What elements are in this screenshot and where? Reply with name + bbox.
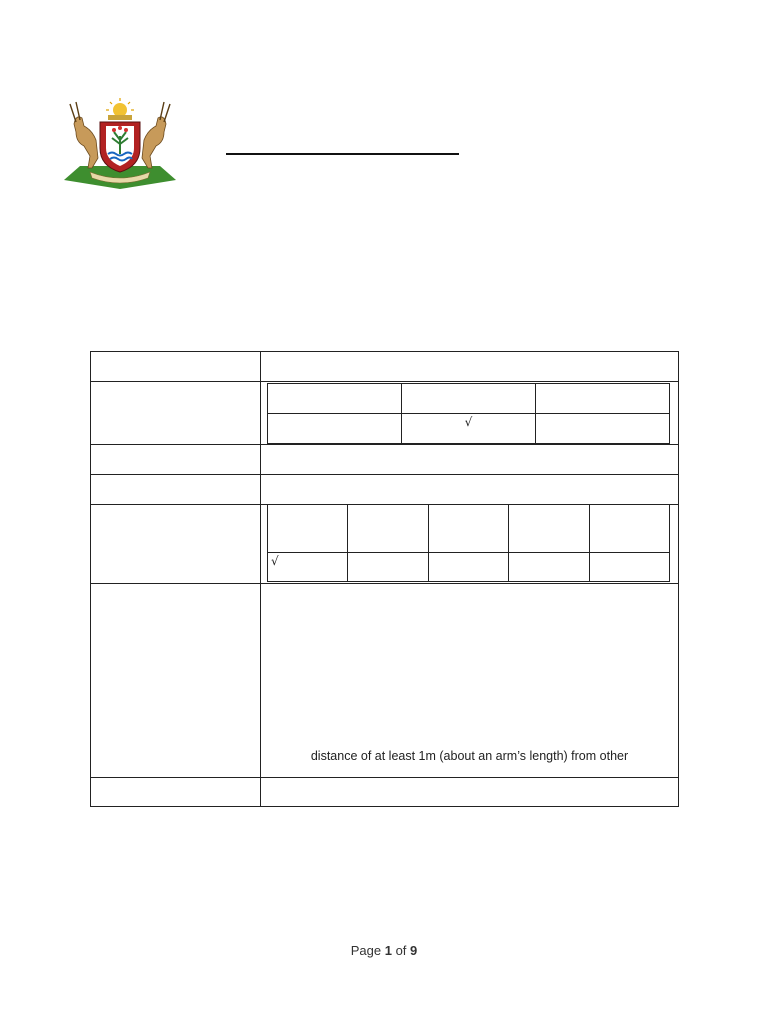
- option-check: [589, 553, 669, 582]
- option-check: [268, 414, 402, 444]
- option-header: [348, 505, 428, 553]
- option-check: [348, 553, 428, 582]
- label-cell: [91, 475, 261, 505]
- table-row: [91, 352, 679, 382]
- option-header: [428, 505, 508, 553]
- table-row: [91, 445, 679, 475]
- option-check: [509, 553, 589, 582]
- page-current: 1: [384, 943, 392, 958]
- title-underline: [226, 153, 459, 155]
- value-cell: [261, 584, 679, 778]
- table-row: [91, 475, 679, 505]
- value-cell: [261, 475, 679, 505]
- form-table: [90, 351, 679, 807]
- checkmark: √: [464, 415, 473, 429]
- option-header: [268, 384, 402, 414]
- option-check: [536, 414, 670, 444]
- label-cell: [91, 445, 261, 475]
- value-cell: [261, 382, 679, 445]
- option-header: [402, 384, 536, 414]
- value-cell: [261, 505, 679, 584]
- option-header: [509, 505, 589, 553]
- option-check: [268, 553, 348, 582]
- label-cell: [91, 382, 261, 445]
- option-grid-3: [267, 383, 670, 444]
- label-cell: [91, 505, 261, 584]
- coat-of-arms-icon: [62, 96, 178, 192]
- value-cell: [261, 778, 679, 807]
- page-prefix: Page: [350, 943, 382, 958]
- table-row: [91, 382, 679, 445]
- value-cell: [261, 445, 679, 475]
- value-cell: [261, 352, 679, 382]
- page-of: of: [395, 943, 407, 958]
- table-row: [91, 505, 679, 584]
- option-check: [402, 414, 536, 444]
- checkmark: √: [271, 554, 279, 568]
- table-row: [91, 778, 679, 807]
- label-cell: [91, 352, 261, 382]
- option-grid-5: [267, 505, 670, 582]
- instruction-text: distance of at least 1m (about an arm’s length) from other: [310, 749, 629, 763]
- option-header: [268, 505, 348, 553]
- page-number: [0, 943, 768, 958]
- option-header: [536, 384, 670, 414]
- page-total: 9: [410, 943, 418, 958]
- label-cell: [91, 778, 261, 807]
- option-check: [428, 553, 508, 582]
- table-row: [91, 584, 679, 778]
- label-cell: [91, 584, 261, 778]
- option-header: [589, 505, 669, 553]
